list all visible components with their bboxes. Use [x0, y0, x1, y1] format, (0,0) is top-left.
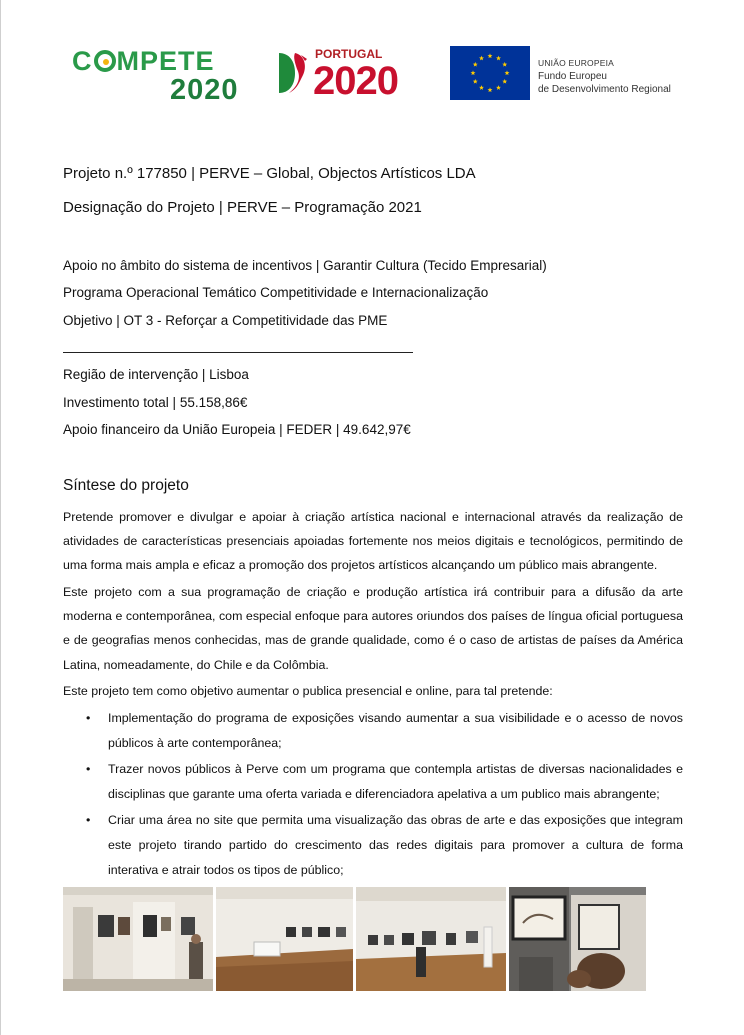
- synthesis-title: Síntese do projeto: [63, 477, 189, 494]
- bullet-icon: •: [86, 762, 91, 777]
- portugal-2020-logo: [275, 45, 435, 107]
- eu-flag-icon: [450, 46, 530, 100]
- portugal-flag-icon: [275, 49, 309, 97]
- compete-logo-word: C MPETE: [72, 46, 215, 76]
- compete-o-icon: [94, 50, 116, 72]
- compete-2020-logo: [70, 46, 250, 104]
- list-item: [63, 757, 683, 806]
- portugal-logo-word: PORTUGAL: [315, 47, 383, 61]
- compete-logo-year: 2020: [170, 74, 239, 106]
- eu-logo: [450, 46, 690, 104]
- eu-fund-line1: Fundo Europeu: [538, 71, 607, 82]
- investment-total-line: Investimento total | 55.158,86€: [63, 395, 248, 410]
- gallery-photo-1: [63, 887, 213, 991]
- objectives-list: [63, 706, 683, 882]
- project-number: Projeto n.º 177850 | PERVE – Global, Objectos Artísticos LDA: [63, 165, 476, 182]
- list-item-text: Trazer novos públicos à Perve com um programa que contempla artistas de diversas nacionalidades e disciplinas que garante uma oferta variada e diferenciadora apelativa a um publico mais abrangente;: [108, 762, 683, 801]
- separator-rule: [63, 352, 413, 353]
- list-item: [63, 808, 683, 882]
- bullet-icon: •: [86, 711, 91, 725]
- list-item-text: Criar uma área no site que permita uma visualização das obras de arte e das exposições que integram este projeto tirando partido do crescimento das redes digitais para promover a cultura de forma interativa e atrair todos os tipos de público;: [108, 813, 683, 877]
- gallery-photo-4: [509, 887, 646, 991]
- region-line: Região de intervenção | Lisboa: [63, 367, 249, 382]
- portugal-logo-year: 2020: [313, 59, 398, 103]
- bullet-icon: •: [86, 813, 91, 828]
- project-designation: Designação do Projeto | PERVE – Programação 2021: [63, 199, 422, 216]
- list-item-text: Implementação do programa de exposições visando aumentar a sua visibilidade e o acesso de novos públicos à arte contemporânea;: [108, 711, 683, 750]
- synthesis-paragraph-2: Este projeto com a sua programação de criação e produção artística irá contribuir para a difusão da arte moderna e contemporânea, com especial enfoque para autores oriundos dos países de língua oficial portuguesa e de geografias menos conhecidas, mas de grande qualidade, como é o caso de artistas de países da América Latina, nomeadamente, do Chile e da Colômbia.: [63, 585, 683, 672]
- logo-bar: [70, 40, 690, 110]
- eu-fund-line2: de Desenvolvimento Regional: [538, 84, 671, 95]
- gallery-photo-3: [356, 887, 506, 991]
- support-incentive-line: Apoio no âmbito do sistema de incentivos | Garantir Cultura (Tecido Empresarial): [63, 258, 547, 273]
- synthesis-paragraph-1: Pretende promover e divulgar e apoiar à criação artística nacional e internacional através da realização de atividades de características presenciais apoiadas fortemente nos meios digitais e tecnológicos, permitindo de uma forma mais ampla e eficaz a promoção dos projetos artísticos alcançando um público mais abrangente.: [63, 510, 683, 573]
- list-item: [63, 706, 683, 755]
- support-objective-line: Objetivo | OT 3 - Reforçar a Competitividade das PME: [63, 313, 388, 328]
- gallery-photo-2: [216, 887, 353, 991]
- eu-title: UNIÃO EUROPEIA: [538, 58, 615, 68]
- synthesis-paragraph-3: Este projeto tem como objetivo aumentar o publica presencial e online, para tal pretende:: [63, 684, 553, 698]
- support-program-line: Programa Operacional Temático Competitividade e Internacionalização: [63, 285, 489, 300]
- eu-support-line: Apoio financeiro da União Europeia | FEDER | 49.642,97€: [63, 422, 411, 437]
